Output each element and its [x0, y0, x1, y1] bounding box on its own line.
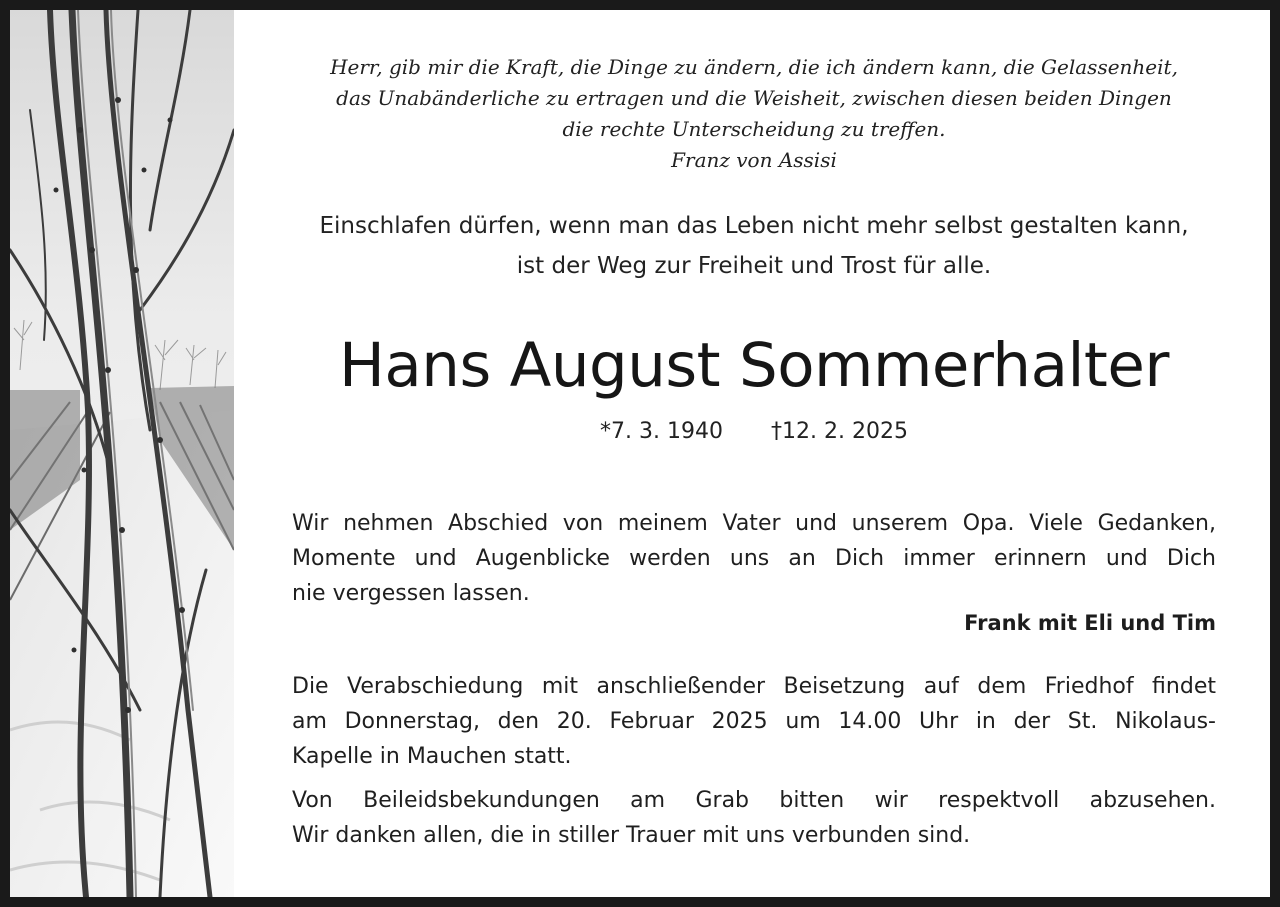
motto-line: Einschlafen dürfen, wenn man das Leben nicht mehr selbst gestalten kann,	[319, 213, 1189, 239]
paragraph-line: Die Verabschiedung mit anschließender Beisetzung auf dem Friedhof findet	[292, 674, 1216, 699]
deceased-name: Hans August Sommerhalter	[339, 330, 1169, 401]
life-dates	[292, 415, 1216, 449]
closing-paragraph	[292, 783, 1216, 853]
obituary-card	[10, 10, 1270, 897]
birth-date: *7. 3. 1940	[600, 419, 723, 444]
paragraph-line: Von Beileidsbekundungen am Grab bitten wir respektvoll abzusehen.	[292, 788, 1216, 813]
paragraph-line: Kapelle in Mauchen statt.	[292, 744, 572, 769]
quote-line: die rechte Unterscheidung zu treffen.	[562, 117, 946, 141]
quote-line: das Unabänderliche zu ertragen und die Weisheit, zwischen diesen beiden Dingen	[336, 86, 1172, 110]
paragraph-line: am Donnerstag, den 20. Februar 2025 um 14.00 Uhr in der St. Nikolaus-	[292, 709, 1216, 734]
paragraph-line: Momente und Augenblicke werden uns an Dich immer erinnern und Dich	[292, 546, 1216, 571]
paragraph-line: Wir nehmen Abschied von meinem Vater und unserem Opa. Viele Gedanken,	[292, 511, 1216, 536]
obituary-text	[292, 10, 1216, 897]
farewell-paragraph	[292, 506, 1216, 611]
death-date: †12. 2. 2025	[771, 419, 908, 444]
quote-author: Franz von Assisi	[671, 148, 837, 172]
family-signoff: Frank mit Eli und Tim	[964, 611, 1216, 635]
motto-line: ist der Weg zur Freiheit und Trost für alle.	[516, 253, 992, 279]
paragraph-line: Wir danken allen, die in stiller Trauer mit uns verbunden sind.	[292, 823, 971, 848]
paragraph-line: nie vergessen lassen.	[292, 581, 530, 606]
service-paragraph	[292, 669, 1216, 774]
quote-line: Herr, gib mir die Kraft, die Dinge zu ändern, die ich ändern kann, die Gelassenheit,	[330, 55, 1178, 79]
vineyard-photo	[10, 10, 234, 897]
motto	[292, 206, 1216, 286]
prayer-quote	[292, 52, 1216, 176]
